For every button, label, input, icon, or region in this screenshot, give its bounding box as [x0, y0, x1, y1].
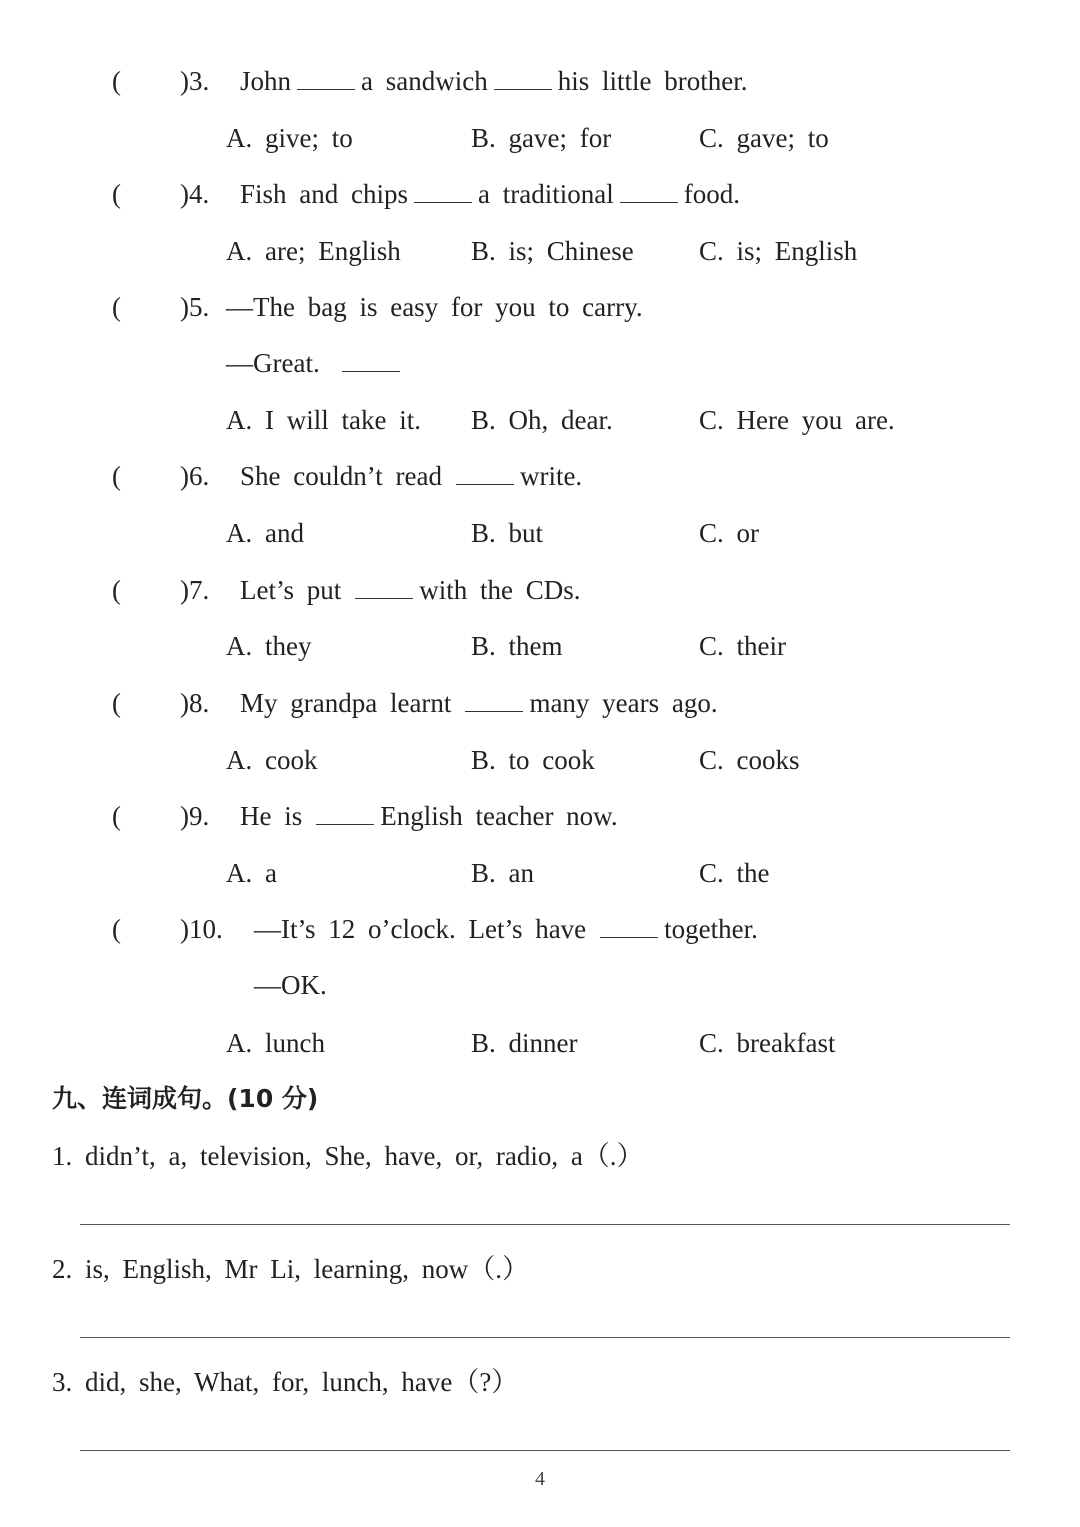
- answer-blank[interactable]: [465, 689, 523, 712]
- question-number: )5.: [180, 292, 210, 322]
- option-b: B. Oh, dear.: [471, 405, 613, 435]
- option-a: A. a: [226, 858, 277, 888]
- question-text-part: Fish and chips: [240, 179, 409, 209]
- question-text-part: food.: [683, 179, 740, 209]
- answer-blank[interactable]: [494, 67, 552, 90]
- question-number: )6.: [180, 461, 210, 491]
- answer-blank[interactable]: [316, 802, 374, 825]
- answer-blank[interactable]: [600, 915, 658, 938]
- option-a: A. I will take it.: [226, 405, 421, 435]
- section-heading: 九、连词成句。(10 分): [52, 1084, 319, 1113]
- question-5-line-2: [226, 346, 406, 380]
- answer-line[interactable]: [80, 1337, 1010, 1338]
- answer-paren-open: (: [112, 914, 121, 944]
- question-10-text: [254, 912, 758, 946]
- answer-paren-open: (: [112, 292, 121, 322]
- question-text-part: his little brother.: [557, 66, 748, 96]
- question-text-part: John: [240, 66, 292, 96]
- answer-blank[interactable]: [355, 576, 413, 599]
- question-text-part: She couldn’t read: [240, 461, 442, 491]
- answer-paren-open: (: [112, 688, 121, 718]
- question-text-part: a traditional: [478, 179, 614, 209]
- answer-paren-open: (: [112, 575, 121, 605]
- question-7-text: [240, 573, 581, 607]
- question-4-text: [240, 177, 740, 211]
- question-text-part: a sandwich: [361, 66, 488, 96]
- question-text-part: English teacher now.: [380, 801, 618, 831]
- answer-paren-open: (: [112, 461, 121, 491]
- reorder-item-1: 1. didn’t, a, television, She, have, or, radio, a（.）: [52, 1141, 644, 1171]
- question-9-text: [240, 799, 618, 833]
- option-b: B. them: [471, 631, 563, 661]
- question-text-part: write.: [519, 461, 583, 491]
- option-c: C. the: [699, 858, 770, 888]
- question-number: )9.: [180, 801, 210, 831]
- answer-line[interactable]: [80, 1450, 1010, 1451]
- question-8-text: [240, 686, 718, 720]
- answer-line[interactable]: [80, 1224, 1010, 1225]
- option-b: B. an: [471, 858, 534, 888]
- question-text-part: Let’s put: [240, 575, 342, 605]
- option-c: C. gave; to: [699, 123, 829, 153]
- answer-blank[interactable]: [414, 180, 472, 203]
- question-text-part: —Great.: [226, 348, 320, 378]
- option-c: C. Here you are.: [699, 405, 895, 435]
- option-c: C. cooks: [699, 745, 800, 775]
- answer-blank[interactable]: [620, 180, 678, 203]
- option-b: B. dinner: [471, 1028, 578, 1058]
- option-a: A. give; to: [226, 123, 353, 153]
- question-number: )3.: [180, 66, 210, 96]
- question-6-text: [240, 459, 582, 493]
- option-a: A. lunch: [226, 1028, 325, 1058]
- question-10-line-2: —OK.: [254, 970, 327, 1000]
- question-5-line-1: —The bag is easy for you to carry.: [226, 292, 643, 322]
- answer-blank[interactable]: [297, 67, 355, 90]
- question-number: )10.: [180, 914, 223, 944]
- question-text-part: He is: [240, 801, 303, 831]
- question-number: )8.: [180, 688, 210, 718]
- option-b: B. gave; for: [471, 123, 612, 153]
- reorder-item-3: 3. did, she, What, for, lunch, have（?）: [52, 1367, 519, 1397]
- answer-paren-open: (: [112, 801, 121, 831]
- answer-blank[interactable]: [456, 462, 514, 485]
- option-c: C. their: [699, 631, 786, 661]
- option-a: A. they: [226, 631, 312, 661]
- reorder-item-2: 2. is, English, Mr Li, learning, now（.）: [52, 1254, 529, 1284]
- answer-blank[interactable]: [342, 349, 400, 372]
- answer-paren-open: (: [112, 66, 121, 96]
- question-text-part: with the CDs.: [419, 575, 581, 605]
- question-3-text: [240, 64, 747, 98]
- option-a: A. cook: [226, 745, 318, 775]
- option-a: A. are; English: [226, 236, 401, 266]
- question-number: )4.: [180, 179, 210, 209]
- option-b: B. to cook: [471, 745, 595, 775]
- question-text-part: many years ago.: [529, 688, 718, 718]
- option-b: B. but: [471, 518, 544, 548]
- answer-paren-open: (: [112, 179, 121, 209]
- option-a: A. and: [226, 518, 304, 548]
- option-c: C. breakfast: [699, 1028, 836, 1058]
- question-text-part: My grandpa learnt: [240, 688, 452, 718]
- question-text-part: —It’s 12 o’clock. Let’s have: [254, 914, 587, 944]
- option-c: C. or: [699, 518, 759, 548]
- page-number: 4: [535, 1468, 545, 1490]
- option-c: C. is; English: [699, 236, 858, 266]
- option-b: B. is; Chinese: [471, 236, 634, 266]
- question-text-part: together.: [664, 914, 758, 944]
- question-number: )7.: [180, 575, 210, 605]
